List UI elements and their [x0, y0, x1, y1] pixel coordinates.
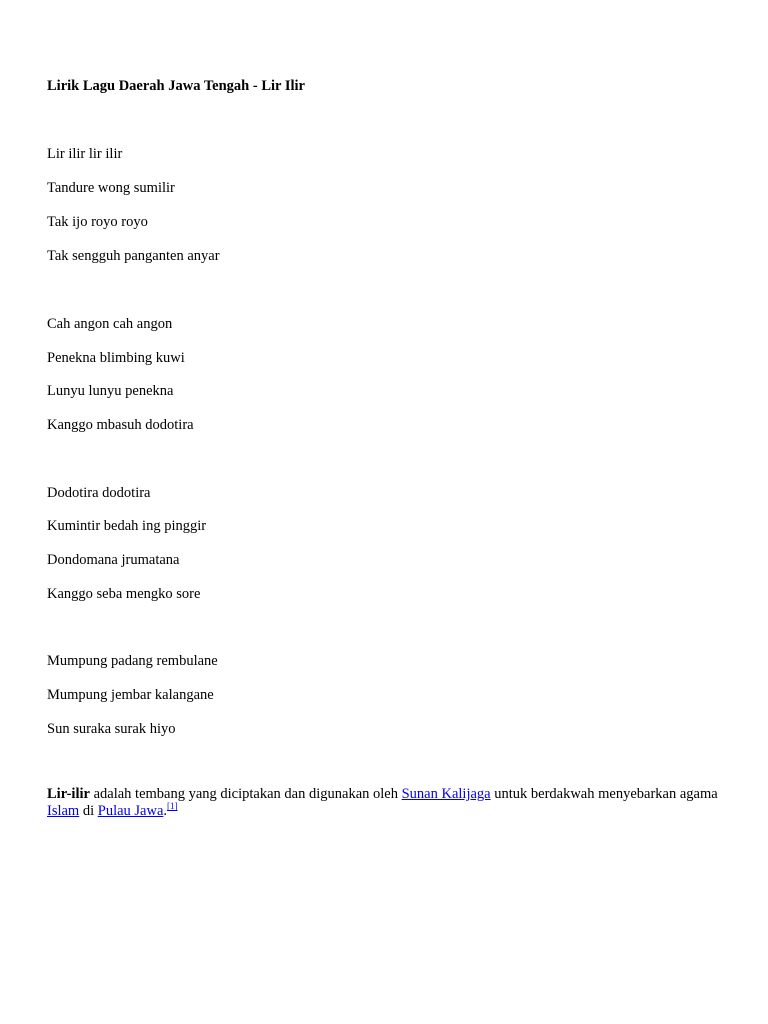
paragraph-text: untuk berdakwah menyebarkan agama: [490, 786, 718, 802]
lyric-line: Lir ilir lir ilir: [47, 146, 123, 162]
lyric-line: Kumintir bedah ing pinggir: [47, 518, 207, 534]
lyric-line: Penekna blimbing kuwi: [47, 350, 185, 366]
reference-link[interactable]: [1]: [167, 801, 178, 812]
lyric-line: Lunyu lunyu penekna: [47, 383, 174, 399]
lyric-line: Mumpung padang rembulane: [47, 653, 218, 669]
link-sunan-kalijaga[interactable]: Sunan Kalijaga: [401, 786, 491, 802]
term-bold: Lir-ilir: [47, 786, 90, 802]
paragraph-text: .: [163, 803, 168, 819]
lyric-line: Tandure wong sumilir: [47, 180, 175, 196]
lyric-line: Sun suraka surak hiyo: [47, 721, 176, 737]
link-islam[interactable]: Islam: [47, 803, 80, 819]
link-pulau-jawa[interactable]: Pulau Jawa: [97, 803, 164, 819]
page-title: Lirik Lagu Daerah Jawa Tengah - Lir Ilir: [47, 78, 305, 94]
lyric-line: Dondomana jrumatana: [47, 552, 180, 568]
lyric-line: Tak sengguh panganten anyar: [47, 248, 220, 264]
lyric-line: Mumpung jembar kalangane: [47, 687, 214, 703]
paragraph-text: adalah tembang yang diciptakan dan digunakan oleh: [89, 786, 402, 802]
lyric-line: Kanggo seba mengko sore: [47, 586, 201, 602]
paragraph-text: di: [79, 803, 98, 819]
lyric-line: Tak ijo royo royo: [47, 214, 148, 230]
lyric-line: Cah angon cah angon: [47, 316, 173, 332]
description-paragraph: [47, 786, 737, 820]
lyric-line: Dodotira dodotira: [47, 485, 151, 501]
lyric-line: Kanggo mbasuh dodotira: [47, 417, 194, 433]
